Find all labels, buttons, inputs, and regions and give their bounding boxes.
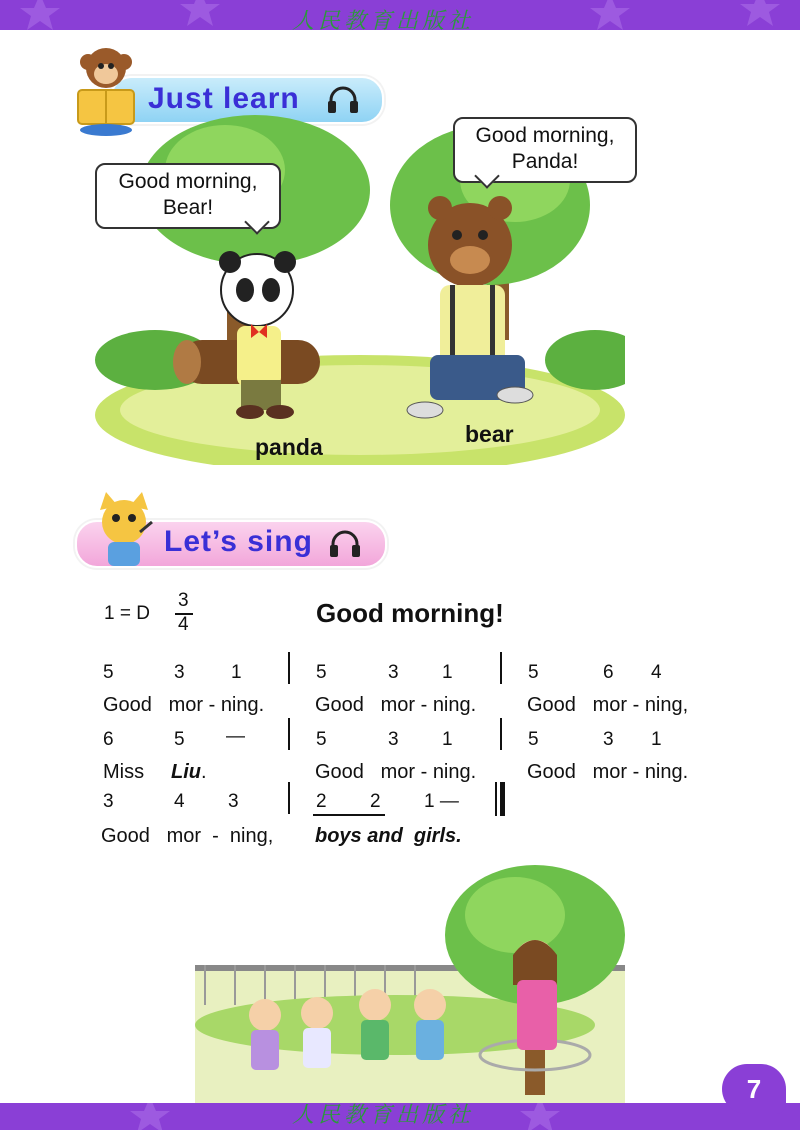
note: 1 — [424, 791, 459, 812]
note: 5 [316, 729, 327, 750]
underline-beam [313, 814, 385, 816]
vocab-bear: bear [465, 421, 514, 447]
song-key: 1 = D [104, 603, 150, 624]
bar-line [288, 782, 290, 814]
time-signature-top: 3 [178, 590, 189, 611]
note: 3 [388, 729, 399, 750]
time-signature-bottom: 4 [178, 614, 189, 635]
final-bar-line-thin [495, 782, 497, 816]
vocab-panda: panda [255, 434, 323, 460]
lyric: Miss [103, 761, 145, 783]
note: 1 [442, 662, 453, 683]
lyric: Good mor - ning, [527, 694, 689, 716]
note: 1 [651, 729, 662, 750]
lets-sing-title: Let’s sing [164, 525, 313, 558]
bar-line [500, 652, 502, 684]
publisher-watermark-top: 人民教育出版社 [292, 9, 475, 34]
bar-line [288, 652, 290, 684]
playground-illustration [195, 865, 625, 1105]
bar-line [500, 718, 502, 750]
lyric: Good mor - ning. [315, 761, 477, 783]
note: 6 [103, 729, 114, 750]
note: — [226, 726, 245, 747]
lyric-name: Liu [171, 761, 201, 783]
note: 5 [528, 729, 539, 750]
note: 4 [651, 662, 662, 683]
lyric: Good mor - ning, [101, 825, 274, 847]
bear-speech-text: Good morning, Panda! [475, 124, 615, 173]
song-title: Good morning! [316, 598, 504, 628]
lyric: Good mor - ning. [103, 694, 265, 716]
page-number: 7 [722, 1064, 786, 1114]
bar-line [288, 718, 290, 750]
final-bar-line-thick [500, 782, 505, 816]
note: 1 [442, 729, 453, 750]
lyric: . [201, 761, 207, 783]
publisher-watermark-bottom: 人民教育出版社 [292, 1103, 475, 1128]
note: 3 [603, 729, 614, 750]
panda-speech-text: Good morning, Bear! [118, 170, 258, 219]
just-learn-title: Just learn [148, 82, 300, 115]
note: 5 [174, 729, 185, 750]
note: 5 [528, 662, 539, 683]
cat-singer-mascot [88, 492, 160, 570]
note: 3 [103, 791, 114, 812]
headphones-icon [328, 530, 362, 558]
lyric: Good mor - ning. [315, 694, 477, 716]
note: 2 [316, 791, 327, 812]
note: 5 [316, 662, 327, 683]
lyric: Good mor - ning. [527, 761, 689, 783]
note: 1 [231, 662, 242, 683]
note: 4 [174, 791, 185, 812]
lyric: boys and girls. [315, 825, 462, 847]
note: 2 [370, 791, 381, 812]
note: 5 [103, 662, 114, 683]
note: 3 [388, 662, 399, 683]
note: 3 [228, 791, 239, 812]
note: 3 [174, 662, 185, 683]
note: 6 [603, 662, 614, 683]
